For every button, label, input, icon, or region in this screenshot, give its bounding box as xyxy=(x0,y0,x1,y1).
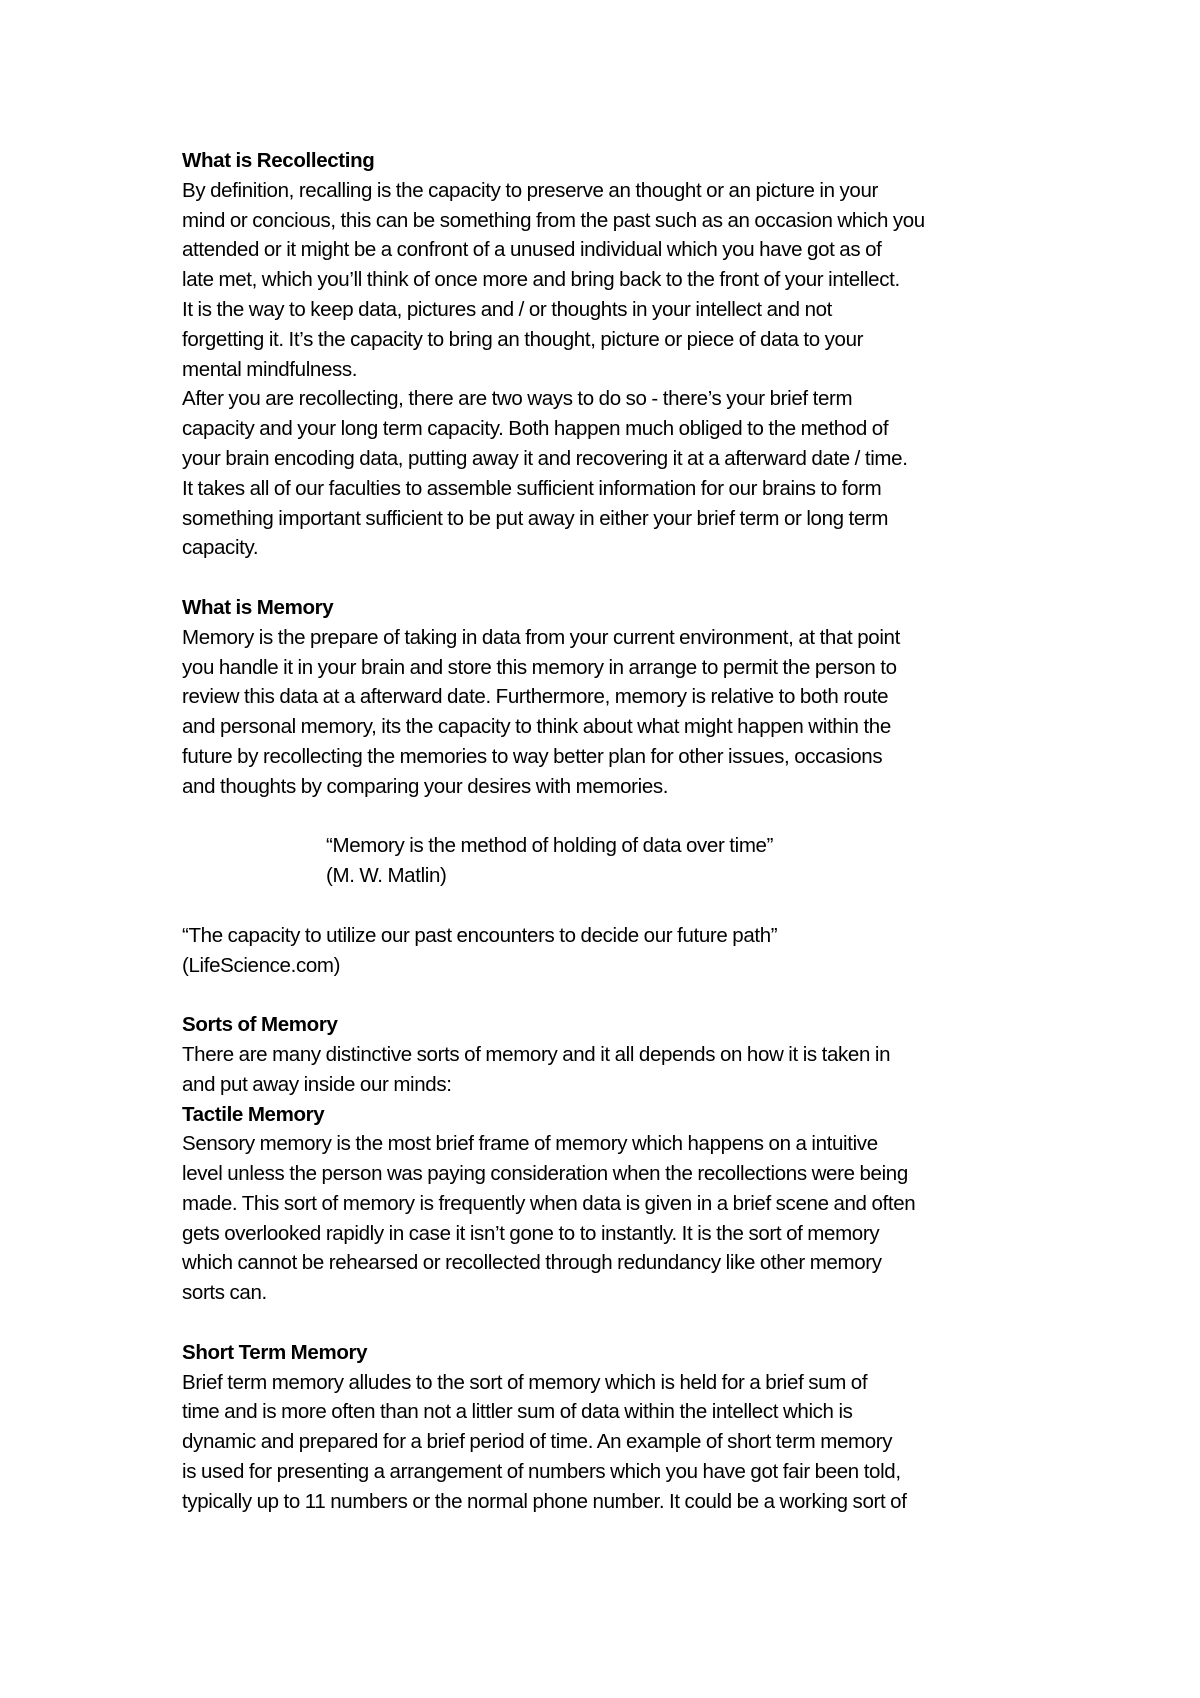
heading-what-is-memory: What is Memory xyxy=(182,595,334,619)
blank-line xyxy=(182,563,1032,593)
paragraph-line: level unless the person was paying consideration when the recollections were being xyxy=(182,1162,908,1186)
paragraph-line: By definition, recalling is the capacity to preserve an thought or an picture in your xyxy=(182,178,878,202)
paragraph-line: late met, which you’ll think of once more and bring back to the front of your intellect. xyxy=(182,268,900,292)
paragraph-line: Memory is the prepare of taking in data from your current environment, at that point xyxy=(182,625,900,649)
heading-sorts-of-memory: Sorts of Memory xyxy=(182,1013,338,1037)
paragraph-line: something important sufficient to be put away in either your brief term or long term xyxy=(182,506,889,530)
paragraph-line: you handle it in your brain and store this memory in arrange to permit the person to xyxy=(182,655,897,679)
paragraph-line: It takes all of our faculties to assemble sufficient information for our brains to form xyxy=(182,476,882,500)
paragraph-line: Brief term memory alludes to the sort of memory which is held for a brief sum of xyxy=(182,1370,868,1394)
paragraph-line: gets overlooked rapidly in case it isn’t gone to to instantly. It is the sort of memory xyxy=(182,1221,880,1245)
paragraph-line: attended or it might be a confront of a unused individual which you have got as of xyxy=(182,238,882,262)
paragraph-line: and put away inside our minds: xyxy=(182,1072,452,1096)
quote-matlin-source: (M. W. Matlin) xyxy=(326,864,447,888)
paragraph-line: forgetting it. It’s the capacity to bring an thought, picture or piece of data to your xyxy=(182,327,864,351)
paragraph-line: future by recollecting the memories to way better plan for other issues, occasions xyxy=(182,744,883,768)
paragraph-line: It is the way to keep data, pictures and / or thoughts in your intellect and not xyxy=(182,297,833,321)
paragraph-line: mind or concious, this can be something from the past such as an occasion which you xyxy=(182,208,925,232)
blank-line xyxy=(182,1308,1032,1338)
paragraph-line: Sensory memory is the most brief frame of memory which happens on a intuitive xyxy=(182,1132,878,1156)
paragraph-line: typically up to 11 numbers or the normal phone number. It could be a working sort of xyxy=(182,1489,907,1513)
paragraph-line: dynamic and prepared for a brief period of time. An example of short term memory xyxy=(182,1430,893,1454)
paragraph-line: time and is more often than not a littler sum of data within the intellect which is xyxy=(182,1400,853,1424)
paragraph-line: sorts can. xyxy=(182,1281,267,1305)
paragraph-line: capacity and your long term capacity. Both happen much obliged to the method of xyxy=(182,417,889,441)
blank-line xyxy=(182,891,1032,921)
heading-short-term-memory: Short Term Memory xyxy=(182,1340,368,1364)
paragraph-line: capacity. xyxy=(182,536,259,560)
blank-line xyxy=(182,802,1032,832)
paragraph-line: is used for presenting a arrangement of numbers which you have got fair been told, xyxy=(182,1460,901,1484)
paragraph-line: your brain encoding data, putting away it and recovering it at a afterward date / time. xyxy=(182,446,908,470)
paragraph-line: and personal memory, its the capacity to think about what might happen within the xyxy=(182,715,891,739)
paragraph-line: After you are recollecting, there are two ways to do so - there’s your brief term xyxy=(182,387,853,411)
heading-what-is-recollecting: What is Recollecting xyxy=(182,149,375,172)
paragraph-line: which cannot be rehearsed or recollected through redundancy like other memory xyxy=(182,1251,882,1275)
quote-matlin-text: “Memory is the method of holding of data over time” xyxy=(326,834,774,858)
paragraph-line: mental mindfulness. xyxy=(182,357,358,381)
quote-lifescience-text: “The capacity to utilize our past encounters to decide our future path” xyxy=(182,923,778,947)
paragraph-line: and thoughts by comparing your desires with memories. xyxy=(182,774,669,798)
blank-line xyxy=(182,980,1032,1010)
paragraph-line: review this data at a afterward date. Furthermore, memory is relative to both route xyxy=(182,685,889,709)
quote-lifescience-source: (LifeScience.com) xyxy=(182,953,341,977)
paragraph-line: There are many distinctive sorts of memory and it all depends on how it is taken in xyxy=(182,1042,891,1066)
heading-tactile-memory: Tactile Memory xyxy=(182,1102,325,1126)
document-body xyxy=(182,146,1032,1517)
paragraph-line: made. This sort of memory is frequently when data is given in a brief scene and often xyxy=(182,1191,916,1215)
